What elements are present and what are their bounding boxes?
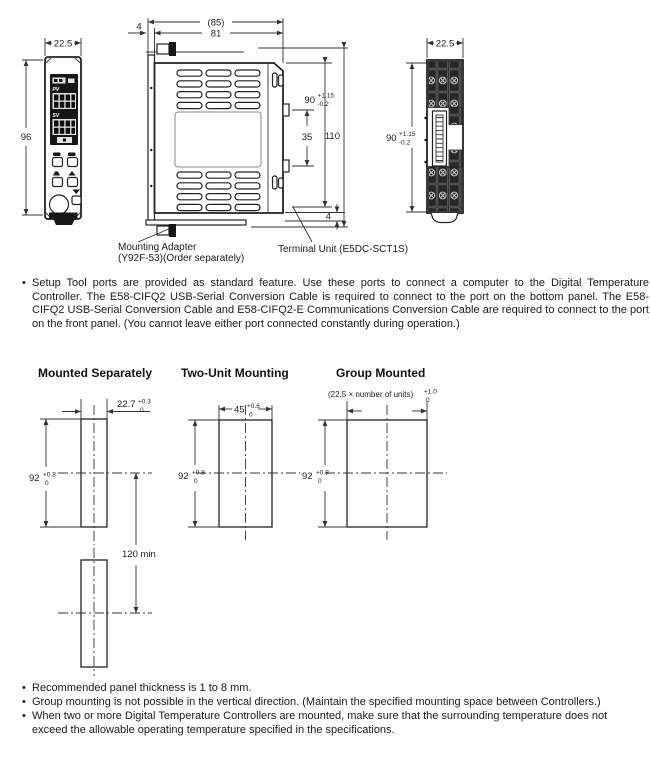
side-depth-total-label: (85) <box>207 17 225 29</box>
level-key <box>53 158 63 167</box>
group-width-value: (22.5 × number of units) <box>328 390 414 399</box>
din-height-tol-plus: +1.15 <box>317 92 334 100</box>
rear-connector <box>433 111 447 166</box>
rear-bottom-latch <box>431 213 458 223</box>
overall-height-label: 110 <box>324 131 340 142</box>
separate-height-tol-plus: +0.8 <box>43 471 56 479</box>
rear-height-tol-minus: -0.2 <box>399 139 411 147</box>
hook-span-label: 35 <box>301 132 313 143</box>
separate-height-tol-zero: 0 <box>45 480 49 487</box>
terminal-block-top <box>429 62 462 108</box>
mode-key <box>68 158 78 167</box>
front-view <box>21 38 81 225</box>
adapter-bottom-arm <box>146 220 246 225</box>
pv-label: PV <box>52 87 60 93</box>
mounting-adapter-label-line2: (Y92F-53)(Order separately) <box>118 253 245 264</box>
rear-width-label: 22.5 <box>435 38 455 50</box>
down-up-key <box>68 178 78 187</box>
front-width-label: 22.5 <box>53 38 73 50</box>
side-view <box>118 18 408 265</box>
separate-height-value: 92 <box>29 473 40 484</box>
level-key-icon <box>53 153 61 157</box>
separate-width-value: 22.7 <box>117 399 136 410</box>
rear-height-tol-plus: +1.15 <box>399 131 416 138</box>
sv-label: SV <box>52 113 60 119</box>
side-depth-body-label: 81 <box>210 28 222 40</box>
two-unit-height-tol-zero: 0 <box>194 478 198 485</box>
rear-view <box>386 38 463 223</box>
dimension-drawings <box>0 0 650 270</box>
cutout-two-unit <box>178 366 300 540</box>
front-height-dimension <box>21 60 43 215</box>
front-bottom-connector <box>53 219 75 226</box>
separate-width-tol-plus: +0.3 <box>138 398 151 406</box>
separate-vertical-space-label: 120 min <box>122 549 156 560</box>
two-unit-width-tol-plus: +0.6 <box>247 403 260 410</box>
cutout-mounted-separately <box>29 366 156 676</box>
rear-height-dimension <box>386 63 427 212</box>
cutout-group-mounted <box>302 366 447 540</box>
din-height-tol-minus: -0.2 <box>317 101 329 108</box>
group-width-tol-plus: +1.0 <box>424 388 437 396</box>
two-unit-height-tol-plus: +0.8 <box>192 469 205 477</box>
note-surrounding-temperature: • When two or more Digital Temperature Controllers are mounted, make sure that the surrounding temperature does not exceed the allowable operating temperature specified in the specifications. <box>22 709 640 737</box>
setup-tool-note-text: Setup Tool ports are provided as standard feature. Use these ports to connect a computer to the Digital Temperature Controller. The E58-CIFQ2 USB-Serial Conversion Cable is required to connect to the port on the bottom panel. The E58-CIFQ2 USB-Serial Conversion Cable and E58-CIFQ2-E Communications Conversion Cable are required to connect to the port on the front panel. (You cannot leave either port connected constantly during operation.) <box>32 277 649 330</box>
group-height-tol-plus: +0.8 <box>316 469 329 477</box>
note-panel-thickness: • Recommended panel thickness is 1 to 8 mm. <box>22 681 640 695</box>
group-height-tol-zero: 0 <box>318 478 322 485</box>
two-unit-height-value: 92 <box>178 471 189 482</box>
shift-key <box>53 178 63 187</box>
panel-cutout-drawings <box>0 360 650 680</box>
rear-height-value: 90 <box>386 133 397 144</box>
note-vertical-group-mounting: • Group mounting is not possible in the vertical direction. (Maintain the specified mounting space between Controllers.) <box>22 695 640 709</box>
setup-tool-port <box>50 195 69 214</box>
two-unit-width-value: 45 <box>234 404 245 416</box>
terminal-unit-label: Terminal Unit (E5DC-SCT1S) <box>278 244 409 255</box>
adapter-top-screw <box>157 44 169 54</box>
front-width-dimension <box>45 38 81 56</box>
rear-width-dimension <box>427 38 463 58</box>
setup-tool-note <box>22 277 649 331</box>
front-bezel-side <box>148 55 155 221</box>
mounting-notes <box>22 681 640 737</box>
group-width-tol-zero: 0 <box>426 397 430 404</box>
bottom-gap-label: 4 <box>325 211 331 223</box>
side-front-lip-label: 4 <box>136 21 142 33</box>
two-unit-width-tol-zero: 0 <box>249 411 253 419</box>
front-height-label: 96 <box>20 132 32 143</box>
group-mounted-title: Group Mounted <box>336 366 426 380</box>
separate-cutout-rect-below <box>81 560 107 667</box>
terminal-block-bottom <box>429 167 462 212</box>
din-height-value: 90 <box>304 95 315 106</box>
separate-width-tol-zero: 0 <box>140 407 144 414</box>
down-key <box>72 196 81 205</box>
mounting-adapter-label-line1: Mounting Adapter <box>118 242 197 253</box>
mounted-separately-title: Mounted Separately <box>38 366 153 380</box>
group-height-value: 92 <box>302 471 313 482</box>
front-bottom-strip <box>49 213 78 219</box>
mode-key-icon <box>68 153 76 157</box>
two-unit-title: Two-Unit Mounting <box>181 366 289 380</box>
